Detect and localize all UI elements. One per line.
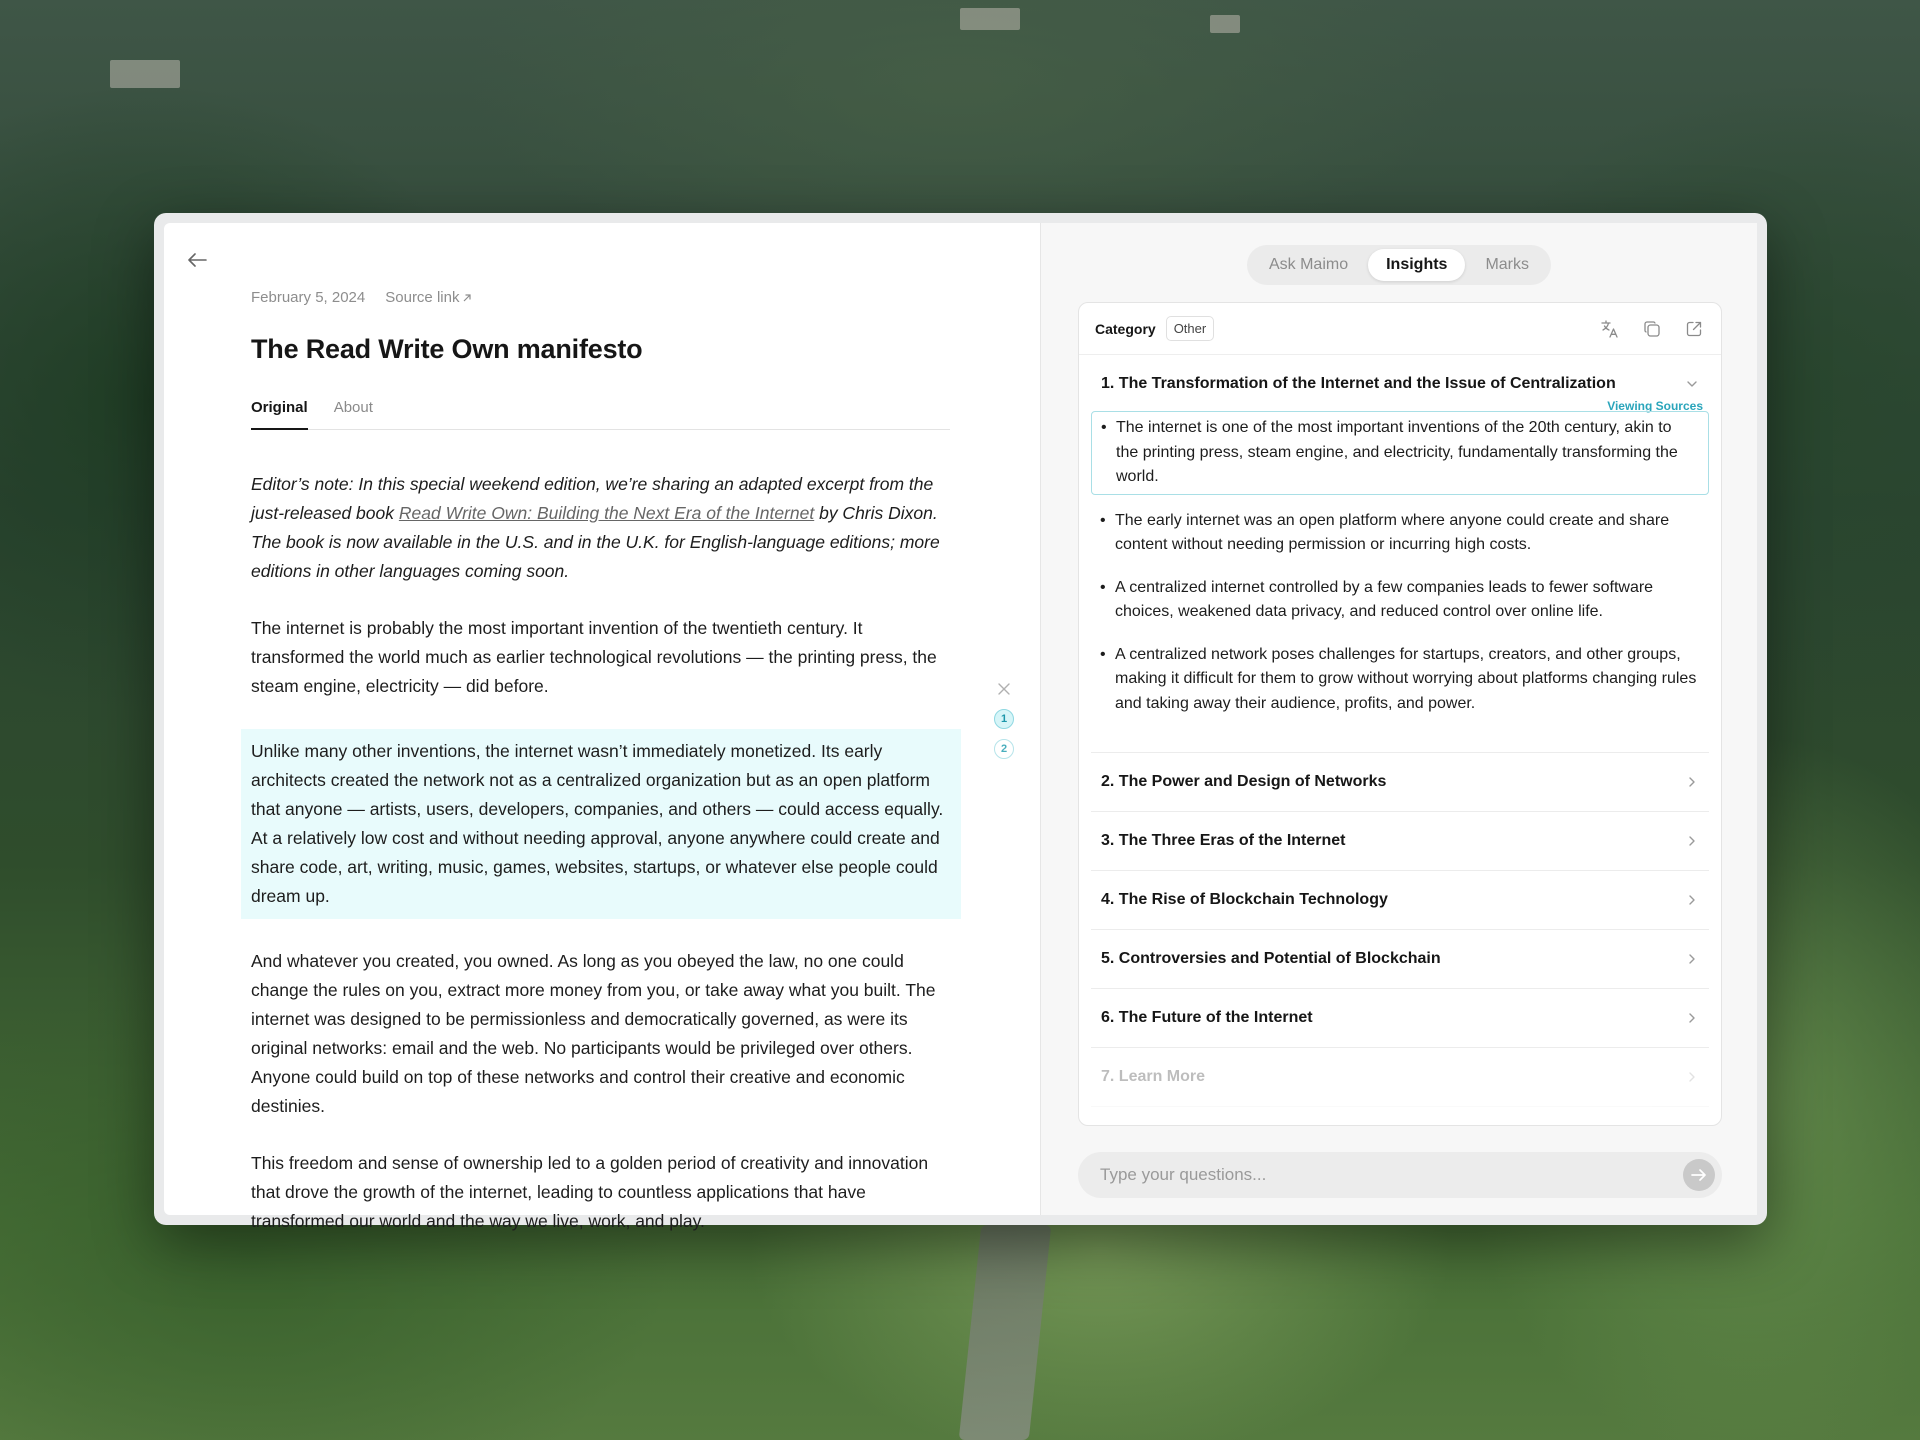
source-link-label: Source link	[385, 289, 460, 306]
insight-bullets	[1091, 411, 1709, 720]
source-marker-2[interactable]: 2	[994, 739, 1014, 759]
arrow-left-icon	[187, 252, 207, 268]
insight-bullet[interactable]: • A centralized network poses challenges for startups, creators, and other groups, making it difficult for them to grow without worrying about platforms changing rules and taking away their audience, profits, and power.	[1091, 639, 1709, 721]
source-markers	[994, 679, 1014, 759]
insight-section-title: 1. The Transformation of the Internet and the Issue of Centralization	[1101, 375, 1616, 392]
insight-section[interactable]	[1091, 930, 1709, 989]
translate-icon	[1600, 319, 1620, 339]
close-icon	[998, 683, 1010, 695]
paragraph: And whatever you created, you owned. As long as you obeyed the law, no one could change the rules on you, extract more money from you, or take away what you built. The internet was designed to be permissionless and democratically governed, as were its original networks: email and the web. No participants would be privileged over others. Anyone could build on top of these networks and control their creative and economic destinies.	[251, 951, 936, 1116]
copy-button[interactable]	[1641, 318, 1663, 340]
insight-section-title: 2. The Power and Design of Networks	[1101, 773, 1387, 790]
insight-bullet[interactable]: • The early internet was an open platform where anyone could create and share content without needing permission or incurring high costs.	[1091, 505, 1709, 562]
viewing-sources-label: Viewing Sources	[1607, 399, 1703, 413]
article-title: The Read Write Own manifesto	[251, 334, 643, 364]
article-date: February 5, 2024	[251, 289, 366, 306]
insights-header	[1079, 303, 1721, 355]
insights-card	[1078, 302, 1722, 1126]
insight-section-title: 5. Controversies and Potential of Blockchain	[1101, 950, 1441, 967]
insight-section[interactable]	[1091, 871, 1709, 930]
insight-section[interactable]	[1091, 1048, 1709, 1107]
insight-section-title: 6. The Future of the Internet	[1101, 1009, 1313, 1026]
copy-icon	[1643, 320, 1661, 338]
article-pane	[164, 223, 1040, 1231]
open-external-button[interactable]	[1683, 318, 1705, 340]
insight-section[interactable]	[1091, 989, 1709, 1048]
window-content	[164, 223, 1757, 1231]
insight-sections	[1079, 355, 1721, 1107]
chevron-right-icon	[1685, 893, 1699, 907]
chevron-right-icon	[1685, 775, 1699, 789]
arrow-right-icon	[1691, 1168, 1707, 1182]
insight-section-title: 4. The Rise of Blockchain Technology	[1101, 891, 1388, 908]
insight-section[interactable]	[1091, 753, 1709, 812]
editor-note-suffix: by Chris Dixon. The book is now available in the U.S. and in the U.K. for English-language editions; more editions in other languages coming soon.	[251, 503, 940, 581]
tab-about[interactable]: About	[333, 399, 373, 416]
article-tabs	[251, 399, 950, 430]
category-label: Category	[1095, 320, 1156, 337]
chevron-right-icon	[1685, 952, 1699, 966]
mode-switcher	[1247, 245, 1551, 285]
insight-section-title: 3. The Three Eras of the Internet	[1101, 832, 1346, 849]
paragraph: This freedom and sense of ownership led to a golden period of creativity and innovation that drove the growth of the internet, leading to countless applications that have transformed our world and the way we live, work, and play.	[251, 1153, 929, 1231]
editor-note	[251, 470, 951, 586]
external-link-icon	[1685, 320, 1703, 338]
close-sources-button[interactable]	[994, 679, 1014, 699]
category-badge[interactable]: Other	[1166, 316, 1215, 341]
insight-section[interactable]	[1091, 812, 1709, 871]
external-arrow-icon	[462, 293, 472, 303]
tab-original[interactable]: Original	[251, 399, 308, 430]
paragraph: The internet is probably the most important invention of the twentieth century. It transformed the world much as earlier technological revolutions — the printing press, the steam engine, electricity — did before.	[251, 618, 937, 696]
background-house	[1210, 15, 1240, 33]
article-meta	[251, 289, 951, 306]
insights-pane	[1040, 223, 1757, 1215]
insight-bullet[interactable]: • A centralized internet controlled by a few companies leads to fewer software choices, weakened data privacy, and reduced control over online life.	[1091, 572, 1709, 629]
highlighted-paragraph: Unlike many other inventions, the internet wasn’t immediately monetized. Its early architects created the network not as a centralized organization but as an open platform that anyone — artists, users, developers, companies, and others — could access equally. At a relatively low cost and without needing approval, anyone anywhere could create and share code, art, writing, music, games, websites, startups, or whatever else people could dream up.	[241, 729, 961, 919]
app-window	[154, 213, 1767, 1231]
chevron-right-icon	[1685, 1070, 1699, 1084]
article	[251, 289, 951, 1264]
chevron-right-icon	[1685, 834, 1699, 848]
question-input-bar	[1078, 1152, 1722, 1198]
insight-section-header[interactable]	[1091, 375, 1709, 393]
question-input[interactable]	[1100, 1165, 1683, 1185]
send-button[interactable]	[1683, 1159, 1715, 1191]
back-button[interactable]	[182, 245, 212, 275]
insight-section-expanded	[1091, 355, 1709, 753]
source-marker-1[interactable]: 1	[994, 709, 1014, 729]
article-body	[251, 470, 951, 1236]
header-actions	[1599, 318, 1705, 340]
tab-insights[interactable]: Insights	[1368, 249, 1465, 281]
insight-section-title: 7. Learn More	[1101, 1068, 1206, 1085]
tab-marks[interactable]: Marks	[1485, 256, 1530, 273]
source-link[interactable]	[385, 289, 472, 306]
background-path	[959, 1225, 1052, 1440]
tab-ask-maimo[interactable]: Ask Maimo	[1268, 256, 1349, 273]
translate-button[interactable]	[1599, 318, 1621, 340]
editor-note-prefix: Editor’s note: In this special weekend edition, we’re sharing an adapted excerpt from the just-released book	[251, 474, 934, 523]
insight-bullet-selected[interactable]: • The internet is one of the most important inventions of the 20th century, akin to the printing press, steam engine, and electricity, fundamentally transforming the world.	[1091, 411, 1709, 495]
book-link[interactable]: Read Write Own: Building the Next Era of the Internet	[398, 503, 815, 523]
chevron-down-icon	[1685, 377, 1699, 391]
background-house	[960, 8, 1020, 30]
chevron-right-icon	[1685, 1011, 1699, 1025]
background-house	[110, 60, 180, 88]
